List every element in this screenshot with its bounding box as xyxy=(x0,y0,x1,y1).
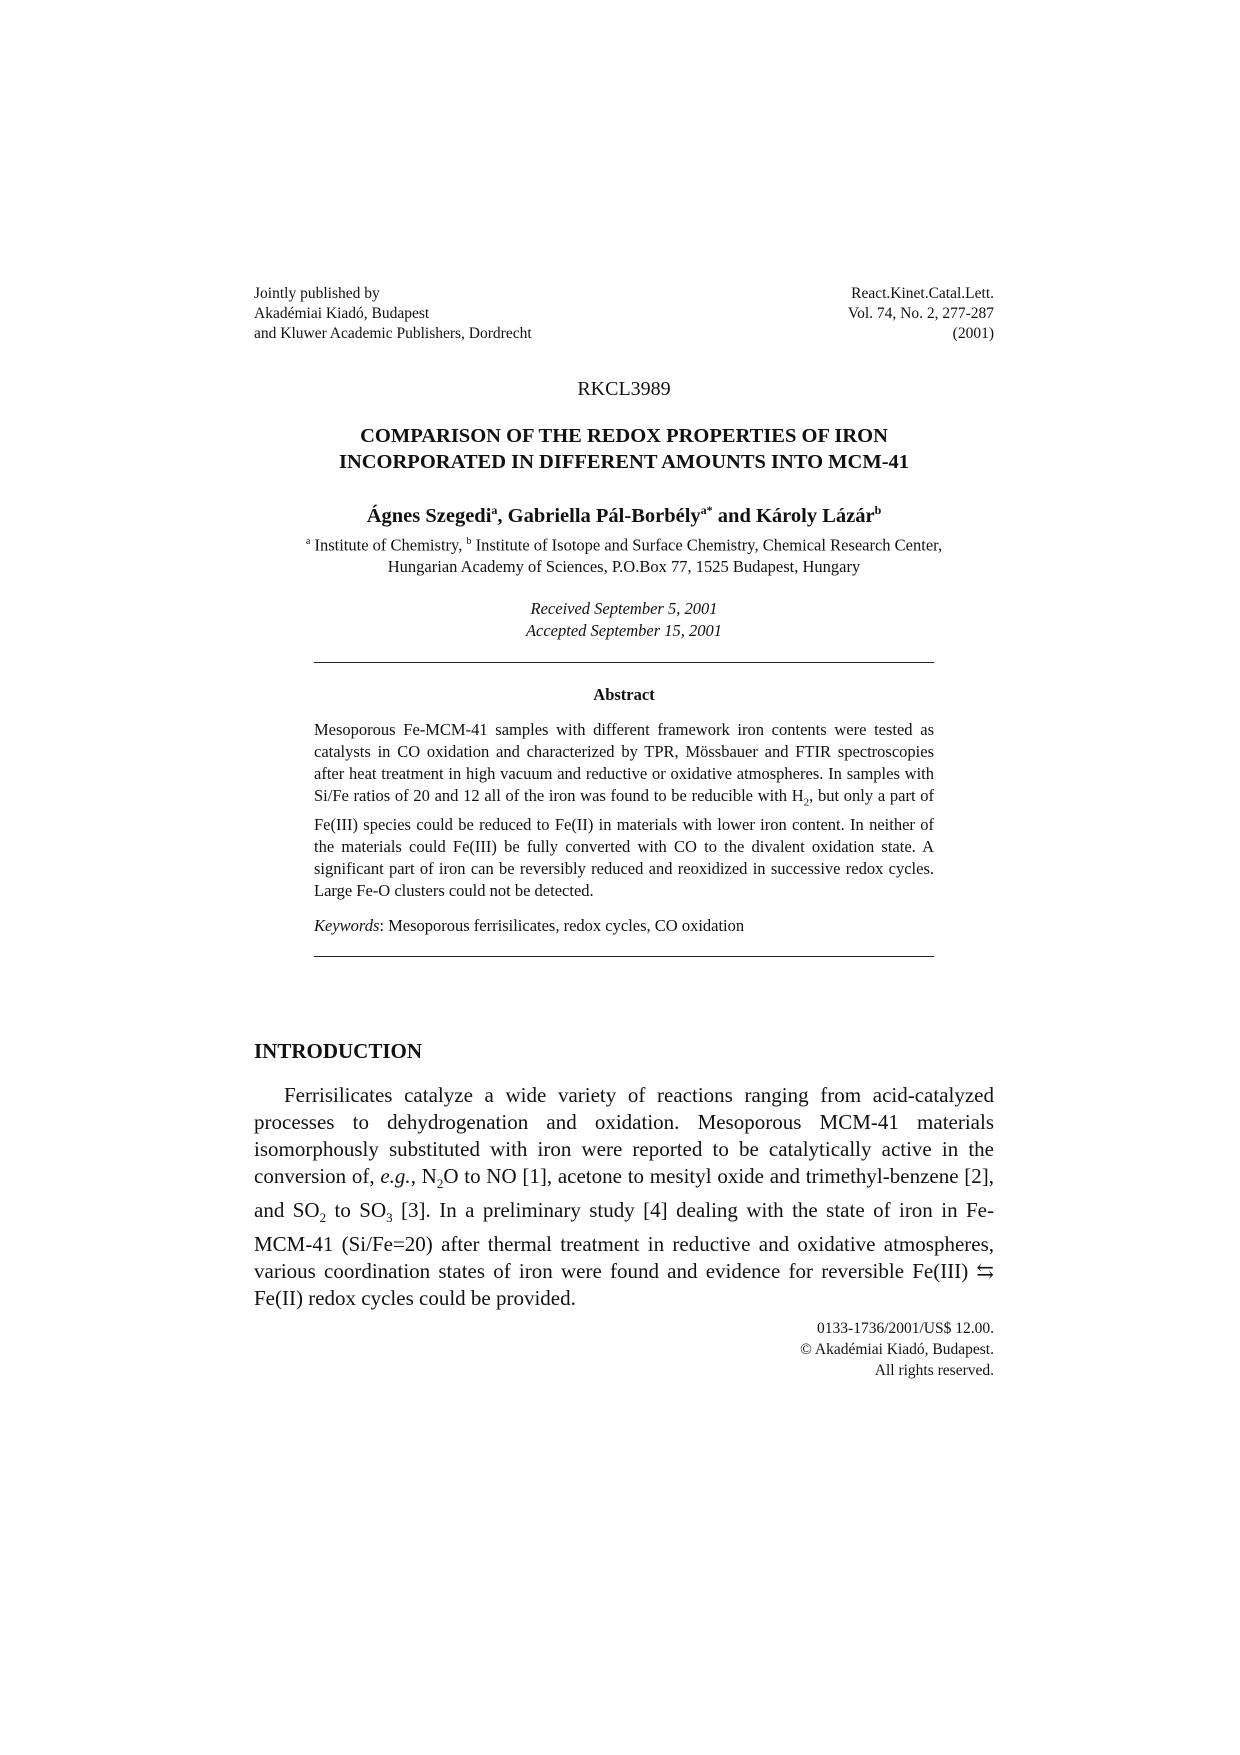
accepted-date: Accepted September 15, 2001 xyxy=(525,621,723,641)
affil-marker-a: a xyxy=(305,535,311,547)
intro-text-2: , N xyxy=(410,1163,437,1188)
keywords-text: : Mesoporous ferrisilicates, redox cycles, CO oxidation xyxy=(379,915,745,935)
abstract-heading: Abstract xyxy=(593,685,655,705)
affiliations xyxy=(254,531,994,579)
affil-institute-b: Institute of Isotope and Surface Chemistry, Chemical Research Center, xyxy=(471,535,943,555)
abstract-box xyxy=(314,662,934,956)
title-line-2: INCORPORATED IN DIFFERENT AMOUNTS INTO MCM-41 xyxy=(338,451,910,473)
received-date: Received September 5, 2001 xyxy=(530,599,718,619)
intro-eg: e.g. xyxy=(380,1163,411,1188)
journal-header xyxy=(254,284,994,344)
author-1-affil: a xyxy=(491,503,498,517)
abstract-subscript: 2 xyxy=(803,796,810,809)
article-code: RKCL3989 xyxy=(577,378,671,400)
intro-text-5: [3]. In a preliminary study [4] dealing with the state of iron in Fe-MCM-41 (Si/Fe=20) after thermal treatment in reductive and oxidative atmospheres, various coordination states of iron were found and evidence for reversible Fe(III) ⇆ Fe(II) redox cycles could be provided. xyxy=(254,1197,994,1310)
keywords xyxy=(314,916,934,936)
copyright-line-2: © Akadémiai Kiadó, Budapest. xyxy=(800,1341,994,1358)
intro-text-1: Ferrisilicates catalyze a wide variety of reactions ranging from acid-catalyzed processes to dehydrogenation and oxidation. Mesoporous MCM-41 materials isomorphously substituted with iron were reported to be catalytically active in the conversion of, xyxy=(254,1082,994,1188)
publisher-info xyxy=(254,284,532,344)
journal-info xyxy=(848,284,994,344)
copyright-line-3: All rights reserved. xyxy=(874,1362,994,1379)
introduction-paragraph xyxy=(254,1082,994,1312)
paper-page xyxy=(254,284,994,1381)
author-2: Gabriella Pál-Borbély xyxy=(507,504,701,527)
author-2-affil: a* xyxy=(700,503,713,517)
affiliation-line-1 xyxy=(254,531,994,557)
title-line-1: COMPARISON OF THE REDOX PROPERTIES OF IRON xyxy=(360,425,888,447)
publisher-line-2: Akadémiai Kiadó, Budapest xyxy=(254,305,430,322)
intro-text-3: O to NO [1], acetone to mesityl oxide and trimethyl-benzene [2], and SO xyxy=(254,1163,995,1222)
intro-sub-1: 2 xyxy=(436,1175,444,1191)
journal-line-3: (2001) xyxy=(952,325,994,342)
introduction-heading: INTRODUCTION xyxy=(254,1038,423,1063)
copyright-notice xyxy=(254,1318,994,1381)
intro-sub-3: 3 xyxy=(386,1210,393,1225)
paper-title xyxy=(254,423,994,475)
affil-marker-b: b xyxy=(466,535,472,547)
author-3-affil: b xyxy=(874,503,882,517)
author-separator-1: , xyxy=(497,504,508,527)
affiliation-line-2: Hungarian Academy of Sciences, P.O.Box 77, 1525 Budapest, Hungary xyxy=(387,557,861,577)
journal-line-2: Vol. 74, No. 2, 277-287 xyxy=(847,305,994,322)
author-separator-2: and xyxy=(712,504,756,527)
publisher-line-3: and Kluwer Academic Publishers, Dordrecht xyxy=(254,325,532,342)
journal-line-1: React.Kinet.Catal.Lett. xyxy=(851,285,994,302)
copyright-line-1: 0133-1736/2001/US$ 12.00. xyxy=(817,1320,994,1337)
author-1: Ágnes Szegedi xyxy=(366,504,492,527)
intro-sub-2: 2 xyxy=(319,1210,327,1225)
abstract-text xyxy=(314,719,934,901)
intro-text-4: to SO xyxy=(326,1197,387,1222)
keywords-label: Keywords xyxy=(314,915,380,935)
abstract-part-1: Mesoporous Fe-MCM-41 samples with different framework iron contents were tested as catalysts in CO oxidation and characterized by TPR, Mössbauer and FTIR spectroscopies after heat treatment in high vacuum and reductive or oxidative atmospheres. In samples with Si/Fe ratios of 20 and 12 all of the iron was found to be reducible with H xyxy=(314,720,934,806)
article-dates xyxy=(254,598,994,642)
affil-institute-a: Institute of Chemistry, xyxy=(310,535,467,555)
author-list xyxy=(254,497,994,529)
abstract-part-2: , but only a part of Fe(III) species could be reduced to Fe(II) in materials with lower iron content. In neither of the materials could Fe(III) be fully converted with CO to the divalent oxidation state. A significant part of iron can be reversibly reduced and reoxidized in successive redox cycles. Large Fe-O clusters could not be detected. xyxy=(314,786,935,900)
author-3: Károly Lázár xyxy=(755,504,875,527)
publisher-line-1: Jointly published by xyxy=(254,285,380,302)
